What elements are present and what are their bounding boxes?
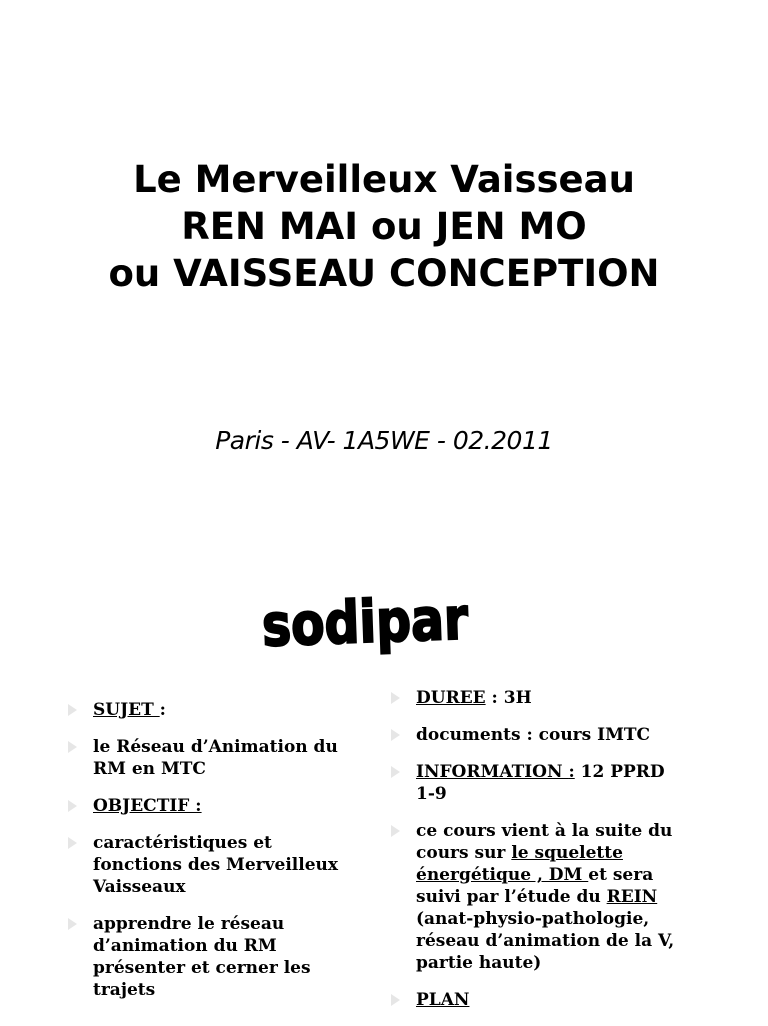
bullet-arrow-icon (391, 692, 400, 704)
duree-value: : 3H (485, 688, 532, 708)
bullet-arrow-icon (68, 800, 77, 812)
sujet-text: le Réseau d’Animation du RM en MTC (93, 737, 338, 779)
information-value: 12 PPRD 1-9 (416, 762, 665, 804)
information-label: INFORMATION (416, 762, 569, 782)
title-line-2: REN MAI ou JEN MO (181, 205, 587, 248)
title-line-1: Le Merveilleux Vaisseau (133, 158, 635, 201)
list-item-caracteristiques (68, 832, 360, 898)
bullet-arrow-icon (68, 837, 77, 849)
bullet-arrow-icon (391, 994, 400, 1006)
bullet-arrow-icon (68, 704, 77, 716)
list-item-sujet-text (68, 736, 360, 780)
document-title (0, 156, 768, 297)
duree-label: DUREE (416, 688, 486, 708)
list-item-cours-suite (391, 820, 683, 974)
bullet-arrow-icon (68, 741, 77, 753)
bullet-arrow-icon (68, 918, 77, 930)
logo-text: sodipar (260, 583, 509, 660)
left-column-list (68, 699, 360, 1016)
sodipar-logo (258, 583, 509, 664)
sujet-colon: : (159, 700, 166, 720)
objectif-label: OBJECTIF : (93, 796, 202, 816)
rein-link-text: REIN (606, 887, 658, 907)
bullet-arrow-icon (391, 766, 400, 778)
information-colon: : (568, 762, 575, 782)
list-item-objectif (68, 795, 360, 817)
document-subtitle: Paris - AV- 1A5WE - 02.2011 (215, 426, 553, 455)
plan-label: PLAN (416, 990, 470, 1010)
apprendre-text: apprendre le réseau d’animation du RM présenter et cerner les trajets (93, 914, 311, 1000)
list-item-documents (391, 724, 683, 746)
cours-text-part-3: (anat-physio-pathologie, réseau d’animation de la V, partie haute) (416, 909, 675, 973)
cours-text-part-1: ce cours vient à la suite du cours sur (416, 821, 673, 863)
squelette-link-text: le squelette énergétique , DM (416, 843, 623, 885)
list-item-duree (391, 687, 683, 709)
caracteristiques-text: caractéristiques et fonctions des Merveilleux Vaisseaux (93, 833, 339, 897)
title-line-3: ou VAISSEAU CONCEPTION (108, 252, 660, 295)
bullet-arrow-icon (391, 825, 400, 837)
sujet-label: SUJET (93, 700, 160, 720)
right-column-list (391, 687, 683, 1026)
list-item-information (391, 761, 683, 805)
list-item-sujet (68, 699, 360, 721)
list-item-plan (391, 989, 683, 1011)
cours-text-part-2: et sera suivi par l’étude du (416, 865, 654, 907)
list-item-apprendre (68, 913, 360, 1001)
documents-text: documents : cours IMTC (416, 725, 651, 745)
bullet-arrow-icon (391, 729, 400, 741)
